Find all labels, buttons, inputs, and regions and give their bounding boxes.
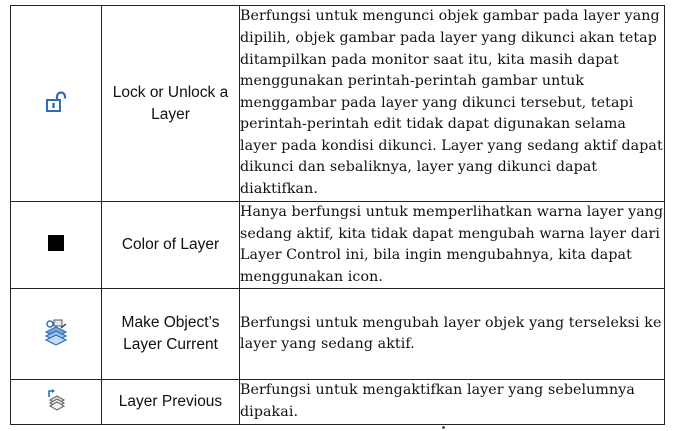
layer-controls-table: [10, 5, 665, 425]
table-row: [11, 380, 665, 424]
layer-feature-description: Berfungsi untuk mengubah layer objek yang terseleksi ke layer yang sedang aktif.: [240, 289, 665, 380]
page-edge: [0, 426, 674, 431]
unlocked-padlock-icon: [45, 91, 67, 117]
black-square-icon: [47, 234, 65, 256]
layer-feature-description: Hanya berfungsi untuk memperlihatkan warna layer yang sedang aktif, kita tidak dapat mengubah warna layer dari Layer Control ini, bila ingin mengubahnya, kita dapat menggunakan icon.: [240, 202, 665, 289]
layer-feature-description: Berfungsi untuk mengunci objek gambar pada layer yang dipilih, objek gambar pada layer yang dikunci akan tetap ditampilkan pada monitor saat itu, kita masih dapat menggunakan perintah-perintah gambar untuk menggambar pada layer yang dikunci tersebut, tetapi perintah-perintah edit tidak dapat digunakan selama layer pada kondisi dikunci. Layer yang sedang aktif dapat dikunci dan sebaliknya, layer yang dikunci dapat diaktifkan.: [240, 6, 665, 202]
layer-feature-name: Lock or Unlock a Layer: [102, 6, 240, 202]
layer-previous-icon: [45, 388, 67, 416]
icon-cell: [11, 6, 102, 202]
layer-feature-name: Make Object’s Layer Current: [102, 289, 240, 380]
layer-feature-description: Berfungsi untuk mengaktifkan layer yang sebelumnya dipakai.: [240, 380, 665, 424]
page-mark: [442, 426, 445, 429]
table-row: [11, 289, 665, 380]
table-row: [11, 6, 665, 202]
icon-cell: [11, 202, 102, 289]
table-row: [11, 202, 665, 289]
layer-feature-name: Color of Layer: [102, 202, 240, 289]
icon-cell: [11, 380, 102, 424]
make-object-layer-current-icon: [43, 318, 69, 350]
layer-feature-name: Layer Previous: [102, 380, 240, 424]
icon-cell: [11, 289, 102, 380]
